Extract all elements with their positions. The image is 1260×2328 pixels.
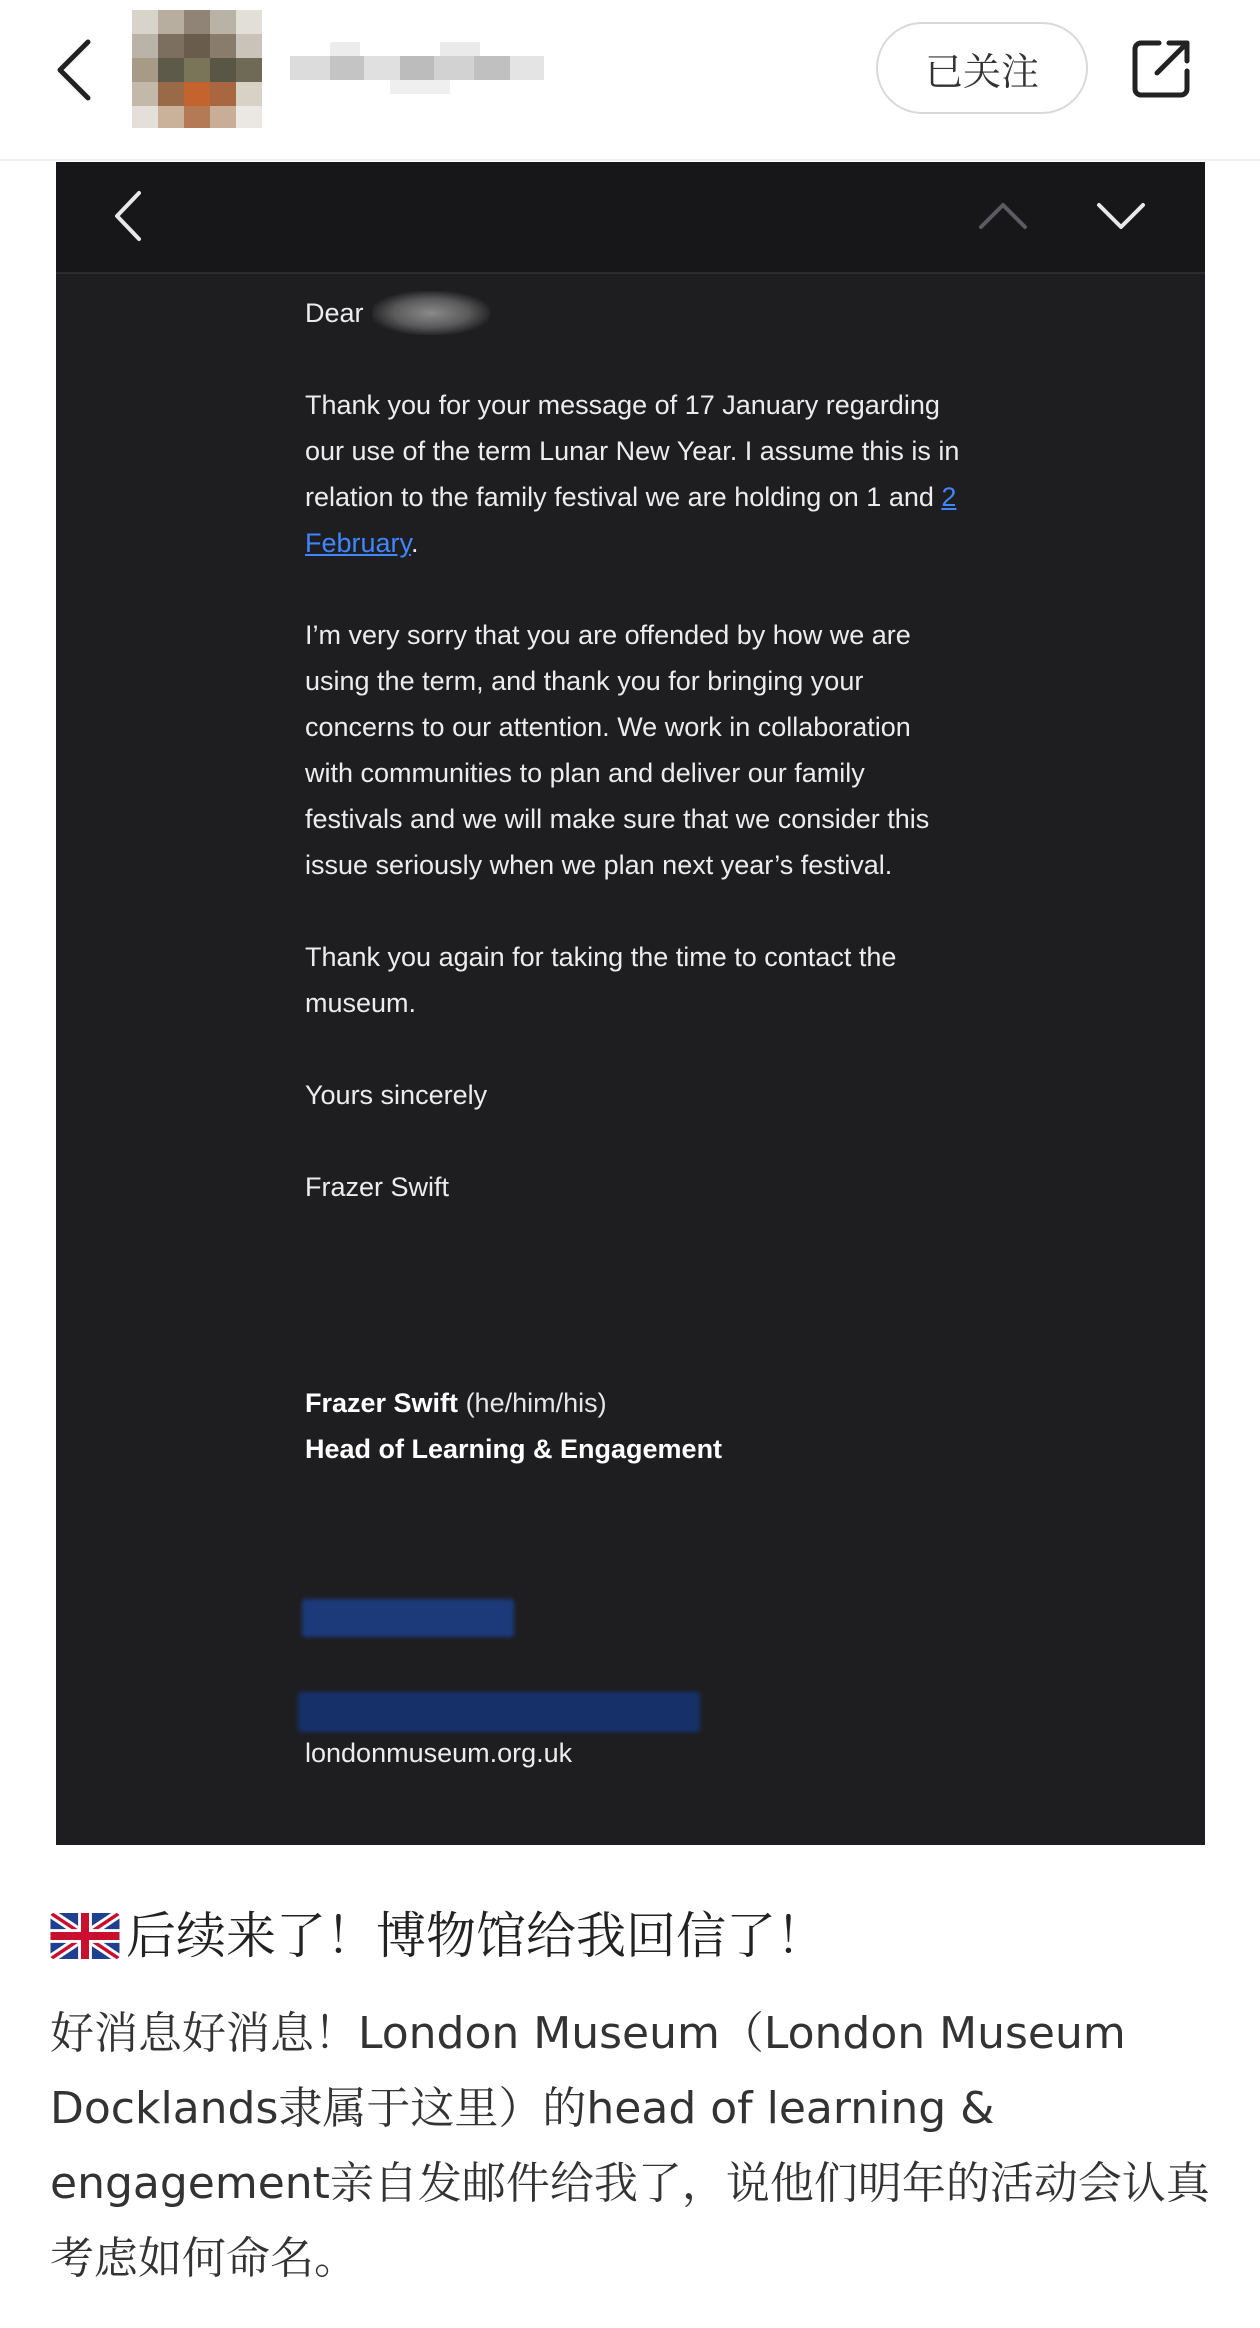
email-nav-bar	[56, 162, 1205, 274]
signature-title-line	[305, 1426, 965, 1472]
back-button[interactable]	[44, 36, 104, 104]
paragraph-1-text: Thank you for your message of 17 January regarding our use of the term Lunar New Year. I assume this is in relation to the family festival we are holding on 1 and	[305, 390, 960, 512]
email-paragraph-2: I’m very sorry that you are offended by how we are using the term, and thank you for bringing your concerns to our attention. We work in collaboration with communities to plan and deliver our family festivals and we will make sure that we consider this issue seriously when we plan next year’s festival.	[305, 620, 930, 880]
username[interactable]	[290, 42, 555, 94]
email-signer: Frazer Swift	[305, 1172, 450, 1202]
email-back-button	[96, 184, 160, 248]
email-body	[305, 290, 965, 1256]
header-divider	[0, 159, 1260, 161]
signature-title: Head of Learning & Engagement	[305, 1434, 723, 1464]
museum-website: londonmuseum.org.uk	[305, 1738, 573, 1768]
email-prev-button	[968, 184, 1038, 248]
chevron-up-icon	[977, 201, 1029, 231]
post-body: 好消息好消息！London Museum（London Museum Docklands隶属于这里）的head of learning & engagement亲自发邮件给我了，说他们明年的活动会认真考虑如何命名。	[50, 2008, 1210, 2284]
post-title	[50, 1900, 1220, 1972]
email-next-button	[1086, 184, 1156, 248]
chevron-left-icon	[54, 38, 94, 102]
uk-flag-icon	[50, 1913, 120, 1959]
avatar[interactable]	[132, 10, 262, 128]
chevron-down-icon	[1095, 201, 1147, 231]
date-link: 2 February	[305, 482, 957, 558]
redacted-contact-2	[298, 1692, 700, 1732]
share-button[interactable]	[1126, 34, 1196, 104]
greeting-text: Dear	[305, 298, 364, 328]
email-greeting	[305, 290, 965, 336]
email-screenshot[interactable]	[56, 162, 1205, 1845]
signature-name: Frazer Swift	[305, 1388, 459, 1418]
email-paragraph-1	[305, 382, 965, 566]
top-header	[0, 0, 1260, 160]
email-closing: Yours sincerely	[305, 1080, 488, 1110]
share-icon	[1129, 37, 1193, 101]
signature-block	[305, 1380, 965, 1472]
post-title-text: 后续来了！博物馆给我回信了！	[126, 1907, 826, 1965]
follow-button[interactable]: 已关注	[876, 22, 1088, 114]
redacted-contact-1	[302, 1599, 514, 1637]
paragraph-1-end: .	[411, 528, 419, 558]
signature-name-line	[305, 1380, 965, 1426]
email-paragraph-3: Thank you again for taking the time to contact the museum.	[305, 942, 897, 1018]
chevron-left-icon	[113, 189, 143, 243]
signature-pronouns: (he/him/his)	[465, 1388, 607, 1418]
redacted-name	[372, 291, 490, 335]
